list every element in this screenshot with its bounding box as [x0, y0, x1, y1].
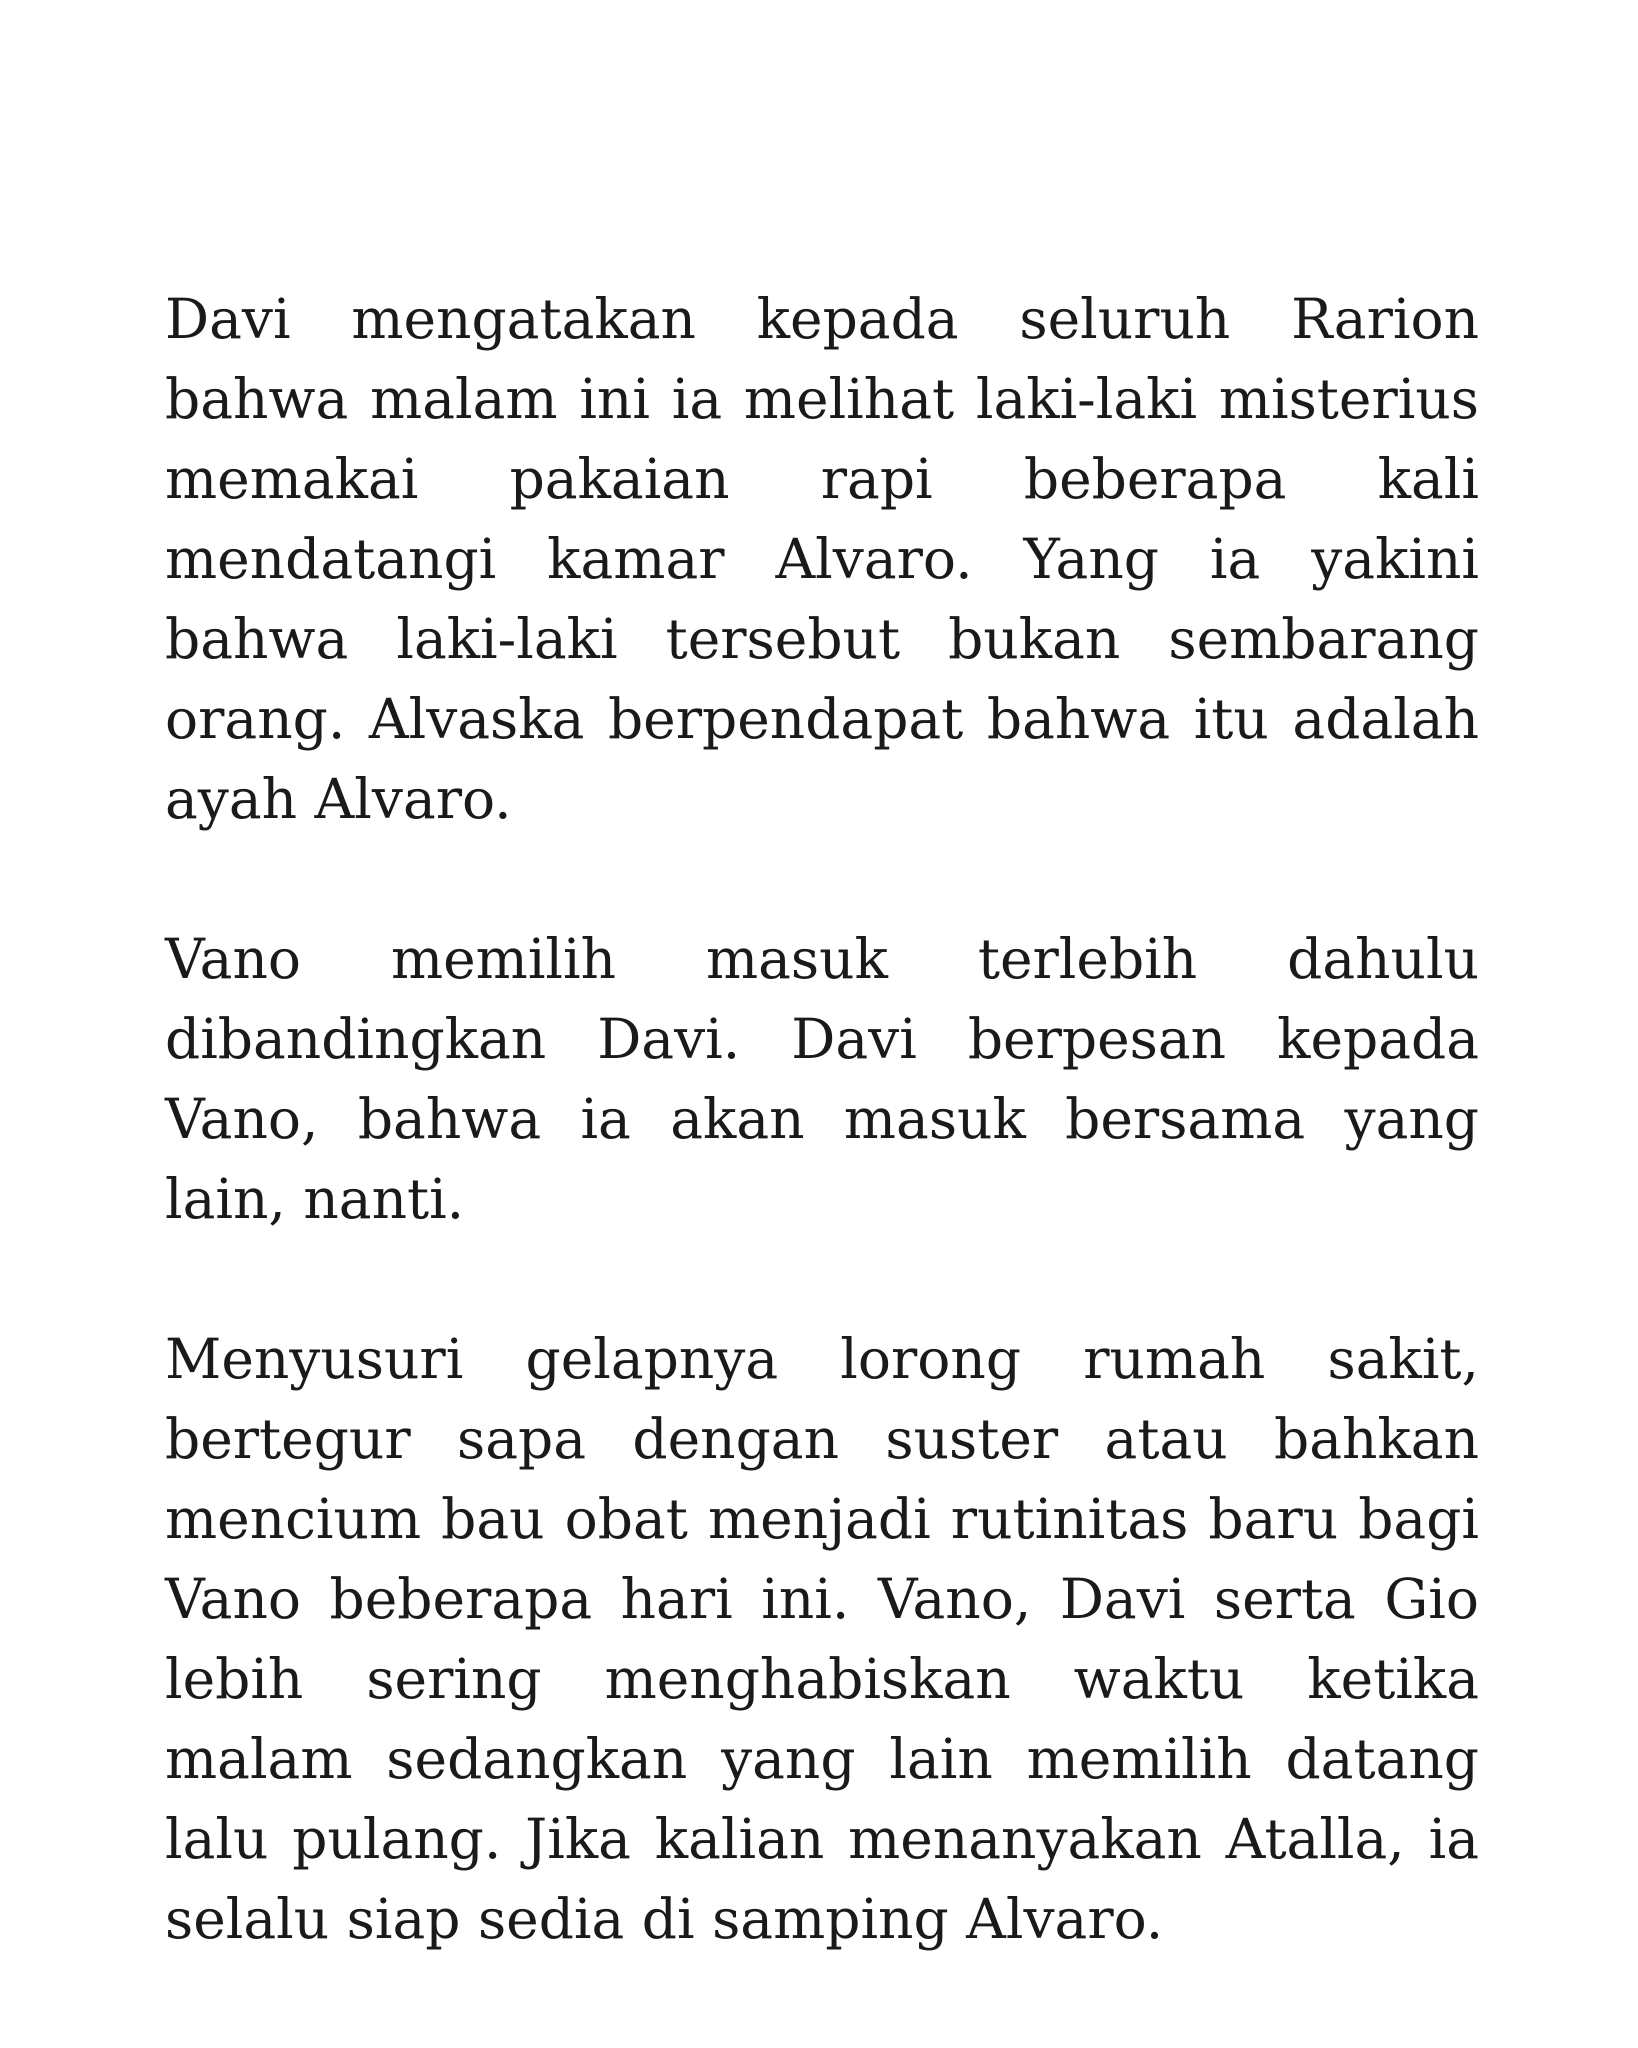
paragraph-2: Vano memilih masuk terlebih dahulu dibandingkan Davi. Davi berpesan kepada Vano, bahwa ia akan masuk bersama yang lain, nanti.	[165, 927, 1479, 1231]
paragraph-1: Davi mengatakan kepada seluruh Rarion bahwa malam ini ia melihat laki-laki misterius memakai pakaian rapi beberapa kali mendatangi kamar Alvaro. Yang ia yakini bahwa laki-laki tersebut bukan sembarang orang. Alvaska berpendapat bahwa itu adalah ayah Alvaro.	[165, 287, 1479, 831]
document-page	[165, 279, 1479, 1959]
paragraph-3: Menyusuri gelapnya lorong rumah sakit, bertegur sapa dengan suster atau bahkan mencium bau obat menjadi rutinitas baru bagi Vano beberapa hari ini. Vano, Davi serta Gio lebih sering menghabiskan waktu ketika malam sedangkan yang lain memilih datang lalu pulang. Jika kalian menanyakan Atalla, ia selalu siap sedia di samping Alvaro.	[165, 1327, 1479, 1951]
